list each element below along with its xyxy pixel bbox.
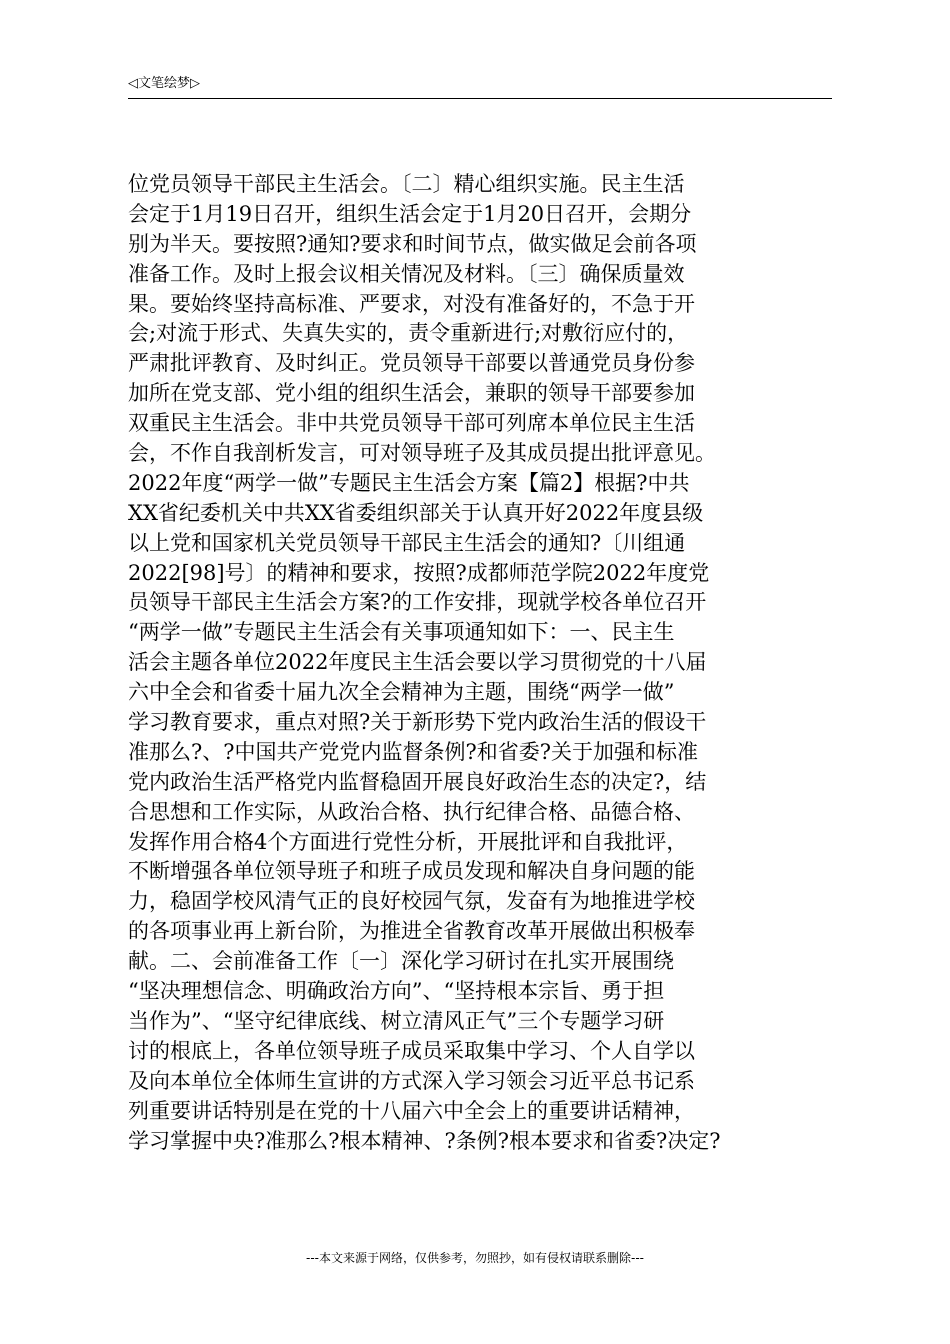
body-line: 讨的根底上，各单位领导班子成员采取集中学习、个人自学以 — [128, 1038, 695, 1063]
body-line: 严肃批评教育、及时纠正。党员领导干部要以普通党员身份参 — [128, 351, 695, 376]
body-line: 不断增强各单位领导班子和班子成员发现和解决自身问题的能 — [128, 859, 695, 884]
body-line: 2022[98]号〕的精神和要求，按照?成都师范学院2022年度党 — [128, 560, 710, 585]
body-line: 准那么?、?中国共产党党内监督条例?和省委?关于加强和标准 — [128, 739, 699, 764]
body-line: 学习掌握中央?准那么?根本精神、?条例?根本要求和省委?决定? — [128, 1128, 721, 1153]
body-line: 六中全会和省委十届九次全会精神为主题，围绕“两学一做” — [128, 680, 675, 705]
body-line: 发挥作用合格4个方面进行党性分析，开展批评和自我批评， — [128, 829, 688, 854]
body-line: 果。要始终坚持高标准、严要求，对没有准备好的，不急于开 — [128, 291, 695, 316]
body-line: 党内政治生活严格党内监督稳固开展良好政治生态的决定?，结 — [128, 769, 707, 794]
body-line: 活会主题各单位2022年度民主生活会要以学习贯彻党的十八届 — [128, 650, 707, 675]
body-line: “两学一做”专题民主生活会有关事项通知如下：一、民主生 — [128, 620, 675, 645]
header-title: ◁文笔绘梦▷ — [128, 76, 200, 91]
body-line: 位党员领导干部民主生活会。〔二〕精心组织实施。民主生活 — [128, 172, 685, 196]
body-line: “坚决理想信念、明确政治方向”、“坚持根本宗旨、勇于担 — [128, 979, 665, 1004]
body-line: 2022年度“两学一做”专题民主生活会方案【篇2】根据?中共 — [128, 470, 690, 495]
body-line: XX省纪委机关中共XX省委组织部关于认真开好2022年度县级 — [128, 500, 704, 525]
body-line: 会;对流于形式、失真失实的，责令重新进行;对敷衍应付的， — [128, 321, 689, 346]
body-line: 及向本单位全体师生宣讲的方式深入学习领会习近平总书记系 — [128, 1068, 695, 1093]
body-line: 加所在党支部、党小组的组织生活会，兼职的领导干部要参加 — [128, 381, 695, 406]
body-line: 列重要讲话特别是在党的十八届六中全会上的重要讲话精神， — [128, 1098, 695, 1123]
body-line: 力，稳固学校风清气正的良好校园气氛，发奋有为地推进学校 — [128, 889, 695, 914]
body-line: 合思想和工作实际，从政治合格、执行纪律合格、品德合格、 — [128, 799, 695, 824]
body-line: 的各项事业再上新台阶，为推进全省教育改革开展做出积极奉 — [128, 919, 695, 944]
body-line: 准备工作。及时上报会议相关情况及材料。〔三〕确保质量效 — [128, 261, 685, 286]
body-line: 别为半天。要按照?通知?要求和时间节点，做实做足会前各项 — [128, 231, 697, 256]
body-line: 以上党和国家机关党员领导干部民主生活会的通知?〔川组通 — [128, 530, 686, 555]
page-footer-notice: ---本文来源于网络，仅供参考，勿照抄，如有侵权请联系删除--- — [306, 1251, 644, 1265]
body-line: 会，不作自我剖析发言，可对领导班子及其成员提出批评意见。 — [128, 441, 716, 466]
body-line: 献。二、会前准备工作〔一〕深化学习研讨在扎实开展围绕 — [128, 949, 674, 974]
body-line: 员领导干部民主生活会方案?的工作安排，现就学校各单位召开 — [128, 590, 707, 615]
body-line: 双重民主生活会。非中共党员领导干部可列席本单位民主生活 — [128, 411, 695, 436]
body-line: 学习教育要求，重点对照?关于新形势下党内政治生活的假设干 — [128, 710, 707, 735]
body-line: 会定于1月19日召开，组织生活会定于1月20日召开，会期分 — [128, 201, 692, 226]
page-header — [128, 72, 832, 99]
document-body — [128, 170, 840, 1156]
body-line: 当作为”、“坚守纪律底线、树立清风正气”三个专题学习研 — [128, 1008, 665, 1033]
